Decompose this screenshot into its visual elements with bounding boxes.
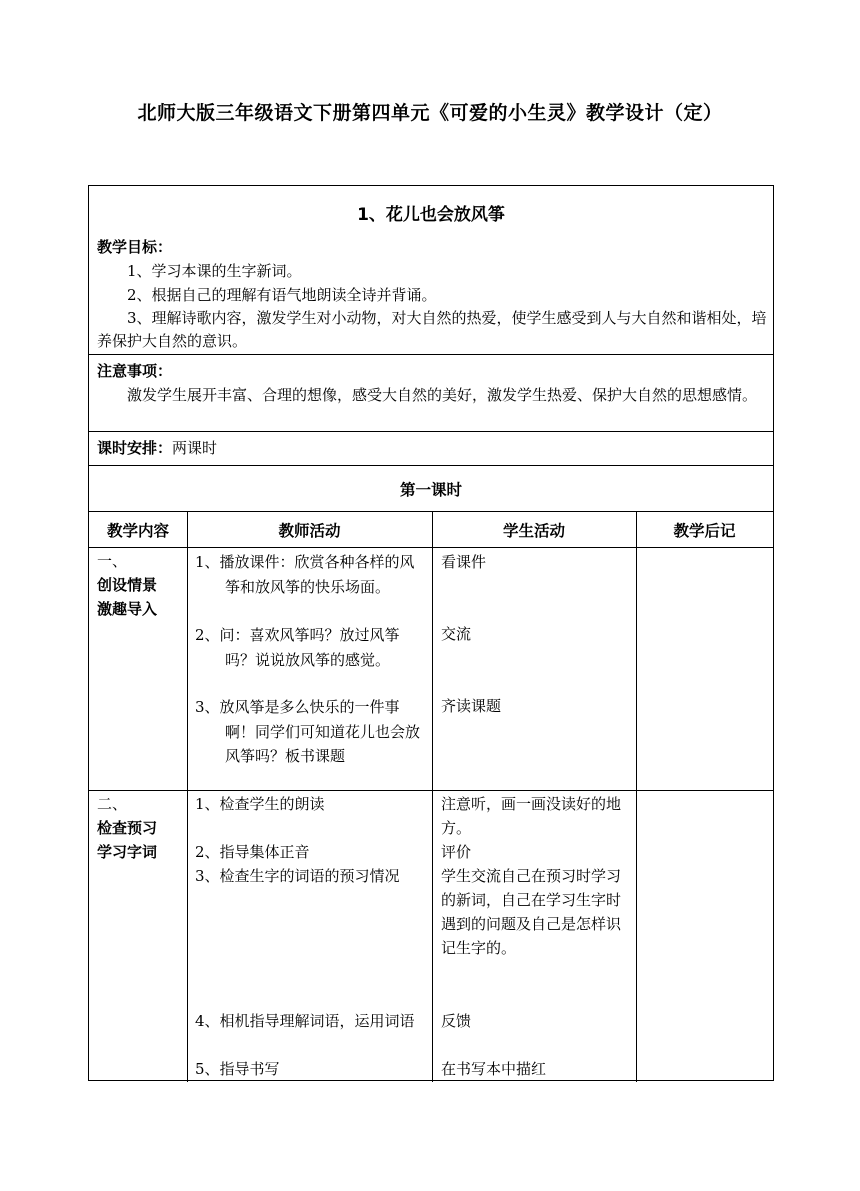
header-student: 学生活动: [502, 522, 565, 540]
section-1-title: [97, 549, 185, 621]
student-activity: 在书写本中描红: [441, 1060, 547, 1078]
student-activity: 看课件: [441, 553, 487, 571]
objective-item: 2、根据自己的理解有语气地朗读全诗并背诵。: [127, 286, 437, 304]
section-number: 二、: [97, 795, 128, 813]
lesson-title: 1、花儿也会放风筝: [357, 205, 505, 225]
teacher-activity: 1、检查学生的朗读: [195, 795, 325, 813]
period-title: 第一课时: [399, 481, 462, 499]
teacher-activity: 2、问：喜欢风筝吗？放过风筝吗？说说放风筝的感觉。: [195, 626, 400, 669]
notes-text: 激发学生展开丰富、合理的想像，感受大自然的美好，激发学生热爱、保护大自然的思想感情。: [127, 386, 758, 404]
divider: [89, 354, 773, 355]
column-divider: [432, 511, 433, 1082]
student-activity: 反馈: [441, 1012, 472, 1030]
student-activity: 交流: [441, 625, 472, 643]
student-activity: 齐读课题: [441, 697, 502, 715]
divider: [89, 431, 773, 432]
teacher-activity: 4、相机指导理解词语，运用词语: [195, 1012, 415, 1030]
column-divider: [636, 511, 637, 1082]
header-content: 教学内容: [106, 522, 169, 540]
teacher-activity: 2、指导集体正音: [195, 843, 310, 861]
schedule-label: 课时安排：: [97, 439, 173, 457]
section-title-line: 学习字词: [97, 843, 158, 861]
student-activity: 学生交流自己在预习时学习的新词，自己在学习生字时遇到的问题及自己是怎样识记生字的。: [441, 867, 622, 957]
document-title: 北师大版三年级语文下册第四单元《可爱的小生灵》教学设计（定）: [137, 102, 723, 124]
section-title-line: 检查预习: [97, 819, 158, 837]
section-number: 一、: [97, 552, 128, 570]
teacher-activity: 5、指导书写: [195, 1060, 280, 1078]
notes-label: 注意事项：: [97, 362, 173, 380]
divider: [89, 511, 773, 512]
divider: [89, 465, 773, 466]
column-divider: [187, 511, 188, 1082]
divider: [89, 790, 773, 791]
section-2-title: [97, 792, 185, 864]
section-title-line: 创设情景: [97, 576, 158, 594]
header-teacher: 教师活动: [278, 522, 341, 540]
student-activity: 注意听，画一画没读好的地方。: [441, 795, 622, 837]
schedule-row: [97, 437, 217, 460]
header-notes: 教学后记: [673, 522, 736, 540]
lesson-plan-table: [88, 185, 774, 1081]
objective-item: 1、学习本课的生字新词。: [127, 262, 302, 280]
section-title-line: 激趣导入: [97, 600, 158, 618]
student-activity: 评价: [441, 843, 472, 861]
objectives-label: 教学目标：: [97, 238, 173, 256]
teacher-activity: 3、检查生字的词语的预习情况: [195, 867, 400, 885]
schedule-value: 两课时: [172, 439, 218, 457]
teacher-activity: 3、放风筝是多么快乐的一件事啊！同学们可知道花儿也会放风筝吗？板书课题: [195, 698, 421, 765]
objective-item: 3、理解诗歌内容，激发学生对小动物，对大自然的热爱，使学生感受到人与大自然和谐相处，培养保护大自然的意识。: [97, 309, 767, 350]
divider: [89, 547, 773, 548]
teacher-activity: 1、播放课件：欣赏各种各样的风筝和放风筝的快乐场面。: [195, 553, 415, 596]
